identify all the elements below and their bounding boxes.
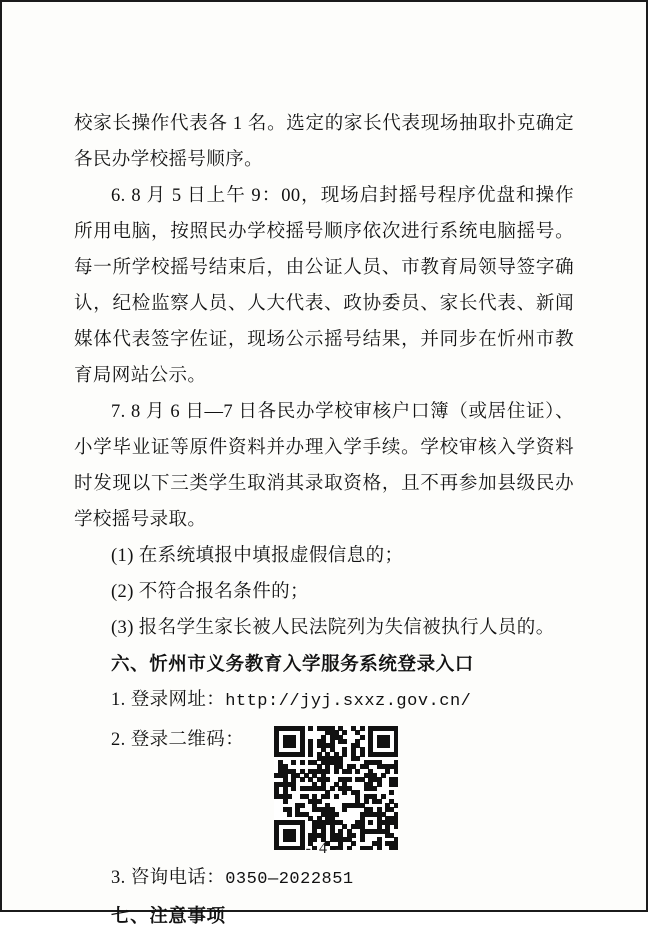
login-url-label: 1. 登录网址： [111, 690, 226, 710]
section-heading-seven: 七、注意事项 [111, 905, 226, 926]
paragraph-continued: 校家长操作代表各 1 名。选定的家长代表现场抽取扑克确定各民办学校摇号顺序。 [74, 114, 574, 170]
login-qr-label: 2. 登录二维码： [111, 730, 245, 750]
paragraph-item-7: 7. 8 月 6 日—7 日各民办学校审核户口簿（或居住证）、小学毕业证等原件资料并办理入学手续。学校审核入学资料时发现以下三类学生取消其录取资格，且不再参加县级民办学校摇号录取。 [74, 402, 574, 530]
login-phone-label: 3. 咨询电话： [111, 868, 226, 888]
sub-item-1: (1) 在系统填报中填报虚假信息的； [111, 546, 404, 566]
page-content [2, 2, 646, 926]
login-url-line [74, 682, 574, 720]
page-number: - 4 - [305, 840, 343, 857]
sub-item-3: (3) 报名学生家长被人民法院列为失信被执行人员的。 [111, 618, 555, 638]
login-phone-line [74, 860, 574, 898]
paragraph-item-6: 6. 8 月 5 日上午 9：00，现场启封摇号程序优盘和操作所用电脑，按照民办学校摇号顺序依次进行系统电脑摇号。每一所学校摇号结束后，由公证人员、市教育局领导签字确认，纪检监察人员、人大代表、政协委员、家长代表、新闻媒体代表签字佐证，现场公示摇号结果，并同步在忻州市教育局网站公示。 [74, 186, 574, 386]
section-heading-six: 六、忻州市义务教育入学服务系统登录入口 [111, 653, 474, 674]
qr-code-image [274, 726, 398, 850]
login-url-value[interactable]: http://jyj.sxxz.gov.cn/ [225, 692, 472, 711]
sub-item-2: (2) 不符合报名条件的； [111, 582, 309, 602]
login-qr-row [74, 722, 574, 850]
login-phone-value: 0350—2022851 [225, 870, 354, 889]
